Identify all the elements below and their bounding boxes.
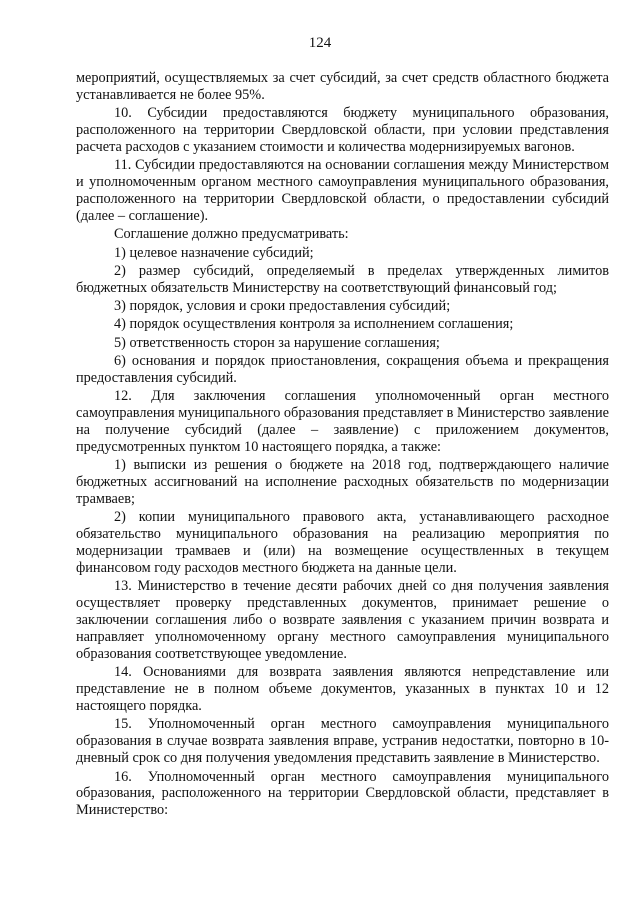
document-item-1: 1) выписки из решения о бюджете на 2018 год, подтверждающего наличие бюджетных ассигнований на исполнение расходных обязательств по модернизации трамваев; [76,457,609,508]
agreement-item-5: 5) ответственность сторон за нарушение соглашения; [114,334,440,351]
paragraph-14: 14. Основаниями для возврата заявления являются непредставление или представление не в полном объеме документов, указанных в пунктах 10 и 12 настоящего порядка. [76,664,609,715]
paragraph-10: 10. Субсидии предоставляются бюджету муниципального образования, расположенного на территории Свердловской области, при условии представления расчета расходов с указанием стоимости и количества модернизируемых вагонов. [76,105,609,156]
paragraph-16: 16. Уполномоченный орган местного самоуправления муниципального образования, расположенного на территории Свердловской области, представляет в Министерство: [76,768,609,819]
paragraph-13: 13. Министерство в течение десяти рабочих дней со дня получения заявления осуществляет проверку представленных документов, принимает решение о заключении соглашения либо о возврате заявления с указанием причин возврата и направляет уполномоченному органу местного самоуправления муниципального образования соответствующее уведомление. [76,578,609,662]
agreement-item-4: 4) порядок осуществления контроля за исполнением соглашения; [114,316,514,333]
agreement-item-2: 2) размер субсидий, определяемый в пределах утвержденных лимитов бюджетных обязательств Министерству на соответствующий финансовый год; [76,262,609,296]
document-item-2: 2) копии муниципального правового акта, устанавливающего расходное обязательство муниципального образования на реализацию мероприятия по модернизации трамваев и (или) на возмещение осуществленных в текущем финансовом году расходов местного бюджета на данные цели. [76,509,609,577]
agreement-item-1: 1) целевое назначение субсидий; [114,244,314,261]
agreement-item-3: 3) порядок, условия и сроки предоставления субсидий; [114,298,451,315]
paragraph-continuation: мероприятий, осуществляемых за счет субсидий, за счет средств областного бюджета устанавливается не более 95%. [76,70,609,103]
paragraph-11: 11. Субсидии предоставляются на основании соглашения между Министерством и уполномоченным органом местного самоуправления муниципального образования, расположенного на территории Свердловской области, о предоставлении субсидий (далее – соглашение). [76,157,609,225]
agreement-intro: Соглашение должно предусматривать: [114,226,349,243]
page-number: 124 [308,35,332,51]
paragraph-12: 12. Для заключения соглашения уполномоченный орган местного самоуправления муниципального образования представляет в Министерство заявление на получение субсидий (далее – заявление) с приложением документов, предусмотренных пунктом 10 настоящего порядка, а также: [76,388,609,455]
agreement-item-6: 6) основания и порядок приостановления, сокращения объема и прекращения предоставления субсидий. [76,353,609,386]
paragraph-15: 15. Уполномоченный орган местного самоуправления муниципального образования в случае возврата заявления вправе, устранив недостатки, повторно в 10-дневный срок со дня получения уведомления представить заявление в Министерство. [76,716,609,767]
document-body [76,70,609,821]
